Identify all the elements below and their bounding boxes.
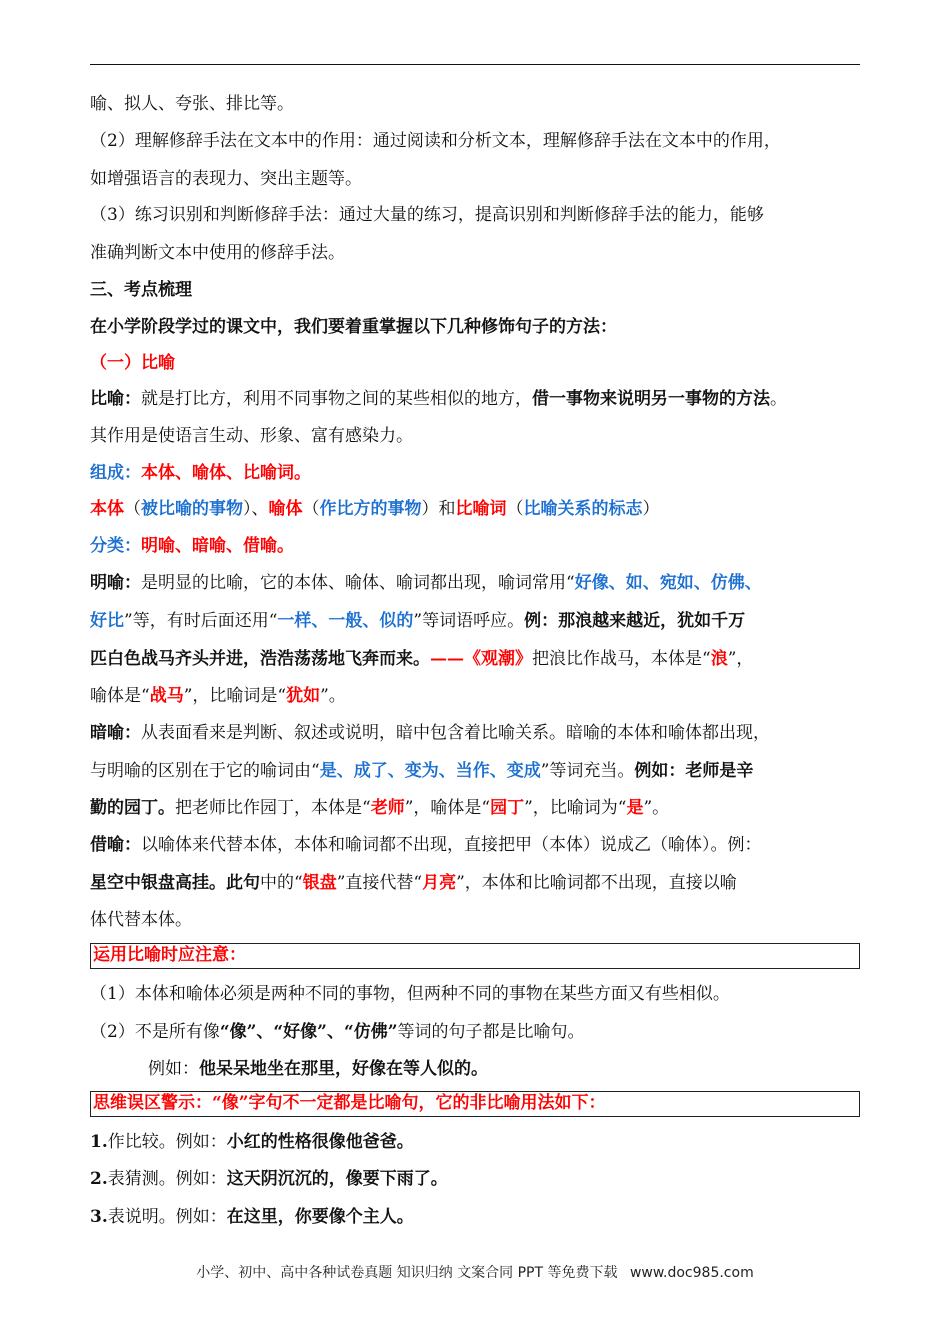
warning-box [90,1091,860,1117]
intro-line-1: 喻、拟人、夸张、排比等。 [90,94,294,114]
definition-line-1: 比喻：就是打比方，利用不同事物之间的某些相似的地方，借一事物来说明另一事物的方法。 [90,389,787,409]
warning-item-3: 3.表说明。例如：在这里，你要像个主人。 [90,1207,414,1227]
header-rule [90,64,860,65]
simile-line-4: 喻体是“战马”，比喻词是“犹如”。 [90,686,346,706]
intro-line-3: 如增强语言的表现力、突出主题等。 [90,169,362,189]
intro-line-5: 准确判断文本中使用的修辞手法。 [90,243,345,263]
warning-box-title: 思维误区警示：“像”字句不一定都是比喻句，它的非比喻用法如下： [93,1093,606,1113]
attention-box [90,943,860,969]
intro-line-2: （2）理解修辞手法在文本中的作用：通过阅读和分析文本，理解修辞手法在文本中的作用， [90,131,781,151]
simile-line-3: 匹白色战马齐头并进，浩浩荡荡地飞奔而来。——《观潮》把浪比作战马，本体是“浪”， [90,649,754,669]
metaphor-line-2: 与明喻的区别在于它的喻词由“是、成了、变为、当作、变成”等词充当。例如：老师是辛 [90,761,754,781]
definition-line-2: 其作用是使语言生动、形象、富有感染力。 [90,426,413,446]
attention-box-title: 运用比喻时应注意： [93,945,246,965]
metonymy-line-2: 星空中银盘高挂。此句中的“银盘”直接代替“月亮”，本体和比喻词都不出现，直接以喻 [90,873,737,893]
metaphor-line-3: 勤的园丁。把老师比作园丁，本体是“老师”，喻体是“园丁”，比喻词为“是”。 [90,798,670,818]
warning-item-1: 1.作比较。例如：小红的性格很像他爸爸。 [90,1132,414,1152]
section-lead: 在小学阶段学过的课文中，我们要着重掌握以下几种修饰句子的方法： [90,317,617,337]
footer [0,1262,950,1282]
metonymy-line-3: 体代替本体。 [90,910,192,930]
metaphor-line-1: 暗喻：从表面看来是判断、叙述或说明，暗中包含着比喻关系。暗喻的本体和喻体都出现， [90,723,770,743]
subsection-title: （一）比喻 [90,353,175,373]
classification-line: 分类：明喻、暗喻、借喻。 [90,536,294,556]
simile-line-1: 明喻：是明显的比喻，它的本体、喻体、喻词都出现，喻词常用“好像、如、宛如、仿佛、 [90,573,762,593]
note-line-2: （2）不是所有像“像”、“好像”、“仿佛”等词的句子都是比喻句。 [90,1022,585,1042]
metonymy-line-1: 借喻：以喻体来代替本体，本体和喻词都不出现，直接把甲（本体）说成乙（喻体）。例： [90,835,762,855]
section-title: 三、考点梳理 [90,280,192,300]
composition-line: 组成：本体、喻体、比喻词。 [90,463,311,483]
note-example-line: 例如：他呆呆地坐在那里，好像在等人似的。 [148,1059,488,1079]
warning-item-2: 2.表猜测。例如：这天阴沉沉的，像要下雨了。 [90,1169,448,1189]
note-line-1: （1）本体和喻体必须是两种不同的事物，但两种不同的事物在某些方面又有些相似。 [90,984,730,1004]
footer-link[interactable]: www.doc985.com [629,1265,754,1281]
footer-text: 小学、初中、高中各种试卷真题 知识归纳 文案合同 PPT 等免费下载 [196,1265,618,1281]
parts-line: 本体（被比喻的事物）、喻体（作比方的事物）和比喻词（比喻关系的标志） [90,499,660,519]
simile-line-2: 好比”等，有时后面还用“一样、一般、似的”等词语呼应。例：那浪越来越近，犹如千万 [90,611,746,631]
intro-line-4: （3）练习识别和判断修辞手法：通过大量的练习，提高识别和判断修辞手法的能力，能够 [90,205,764,225]
